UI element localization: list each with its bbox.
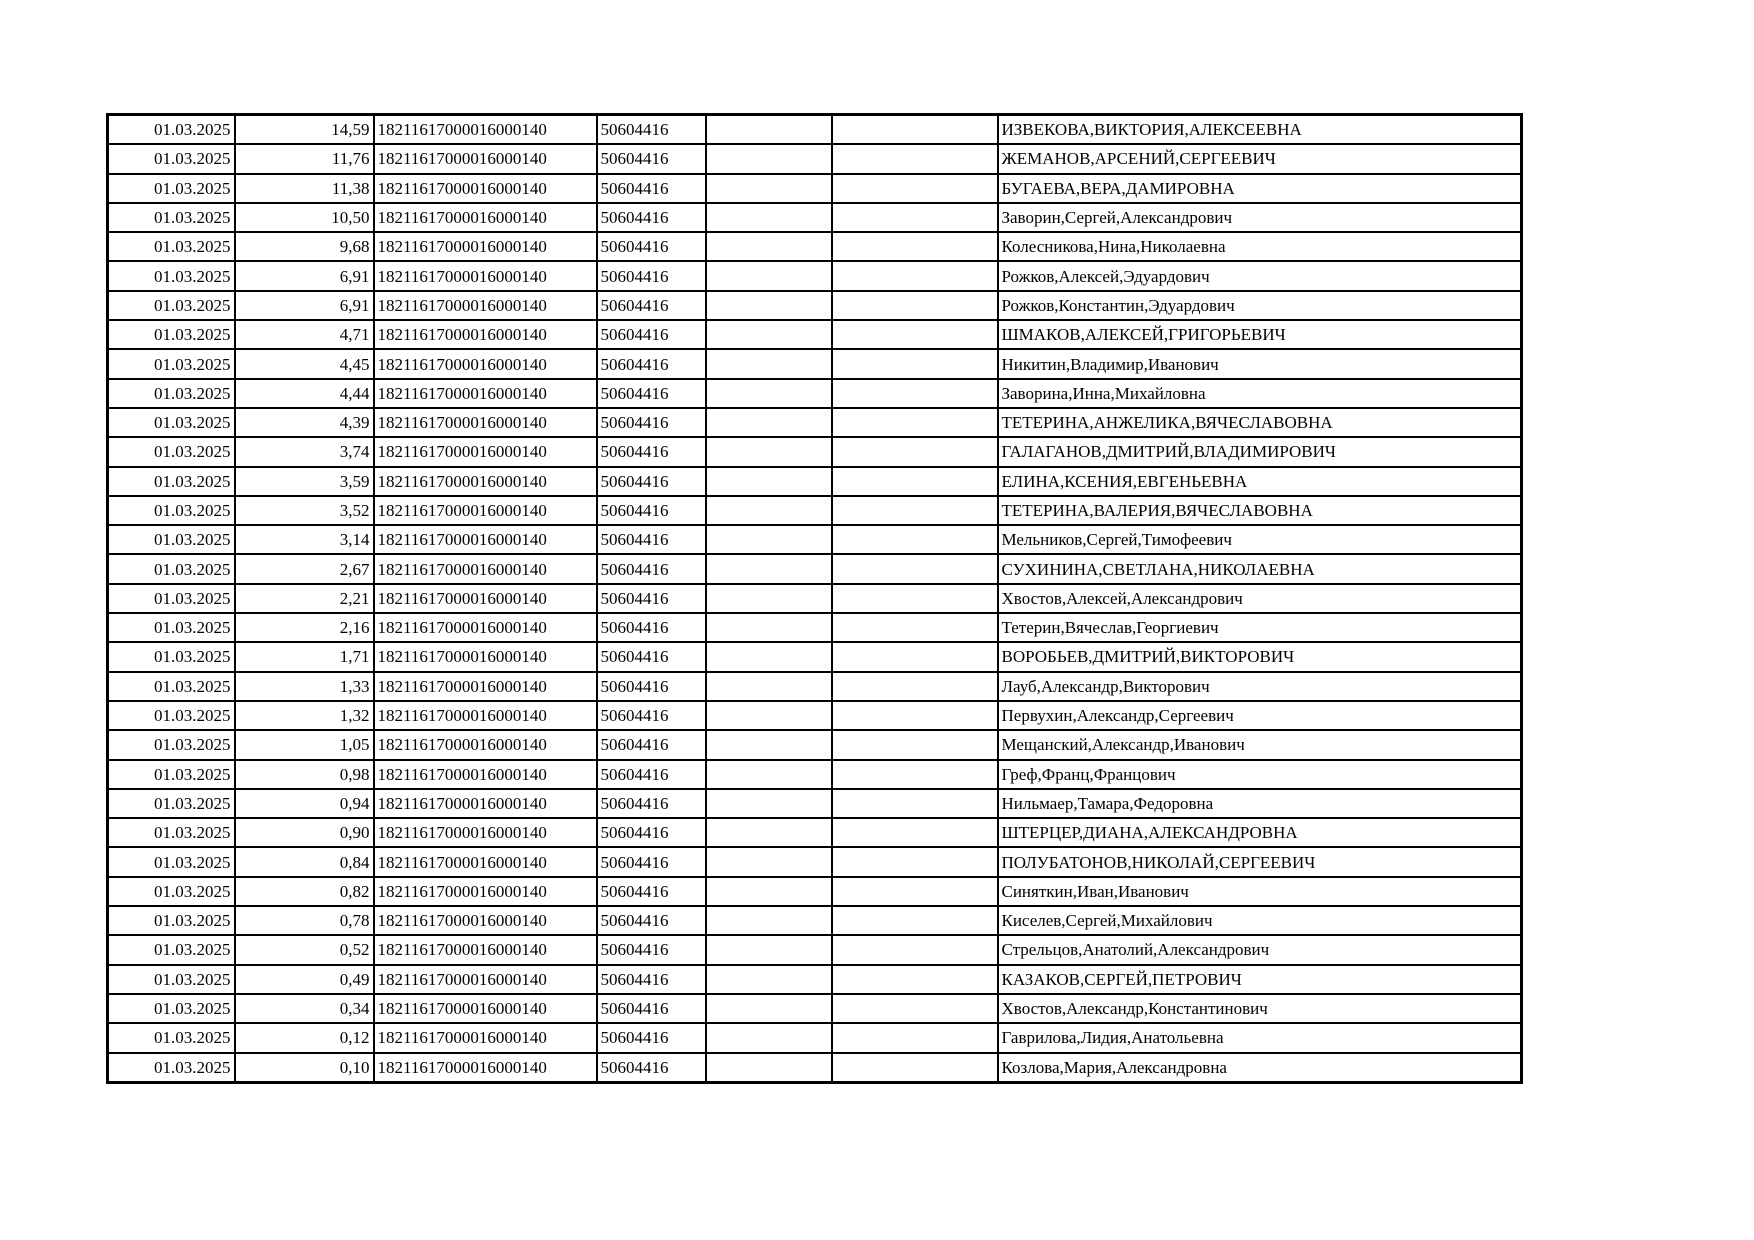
kbk-cell: 18211617000016000140 [374, 320, 597, 349]
payer-name-cell: Тетерин,Вячеслав,Георгиевич [998, 613, 1522, 642]
payer-name-cell: ПОЛУБАТОНОВ,НИКОЛАЙ,СЕРГЕЕВИЧ [998, 847, 1522, 876]
table-row [108, 935, 1522, 964]
empty-cell [706, 730, 832, 759]
empty-cell [706, 965, 832, 994]
kbk-cell: 18211617000016000140 [374, 965, 597, 994]
amount-cell: 3,59 [235, 467, 374, 496]
kbk-cell: 18211617000016000140 [374, 994, 597, 1023]
table-row [108, 730, 1522, 759]
oktmo-cell: 50604416 [597, 320, 706, 349]
empty-cell [832, 642, 998, 671]
date-cell: 01.03.2025 [108, 349, 235, 378]
payments-table [106, 113, 1523, 1084]
table-row [108, 467, 1522, 496]
amount-cell: 11,76 [235, 144, 374, 173]
amount-cell: 1,32 [235, 701, 374, 730]
kbk-cell: 18211617000016000140 [374, 760, 597, 789]
date-cell: 01.03.2025 [108, 847, 235, 876]
amount-cell: 3,14 [235, 525, 374, 554]
oktmo-cell: 50604416 [597, 642, 706, 671]
empty-cell [832, 496, 998, 525]
payer-name-cell: Хвостов,Александр,Константинович [998, 994, 1522, 1023]
table-row [108, 554, 1522, 583]
empty-cell [706, 115, 832, 145]
payer-name-cell: ШТЕРЦЕР,ДИАНА,АЛЕКСАНДРОВНА [998, 818, 1522, 847]
payer-name-cell: Греф,Франц,Францович [998, 760, 1522, 789]
date-cell: 01.03.2025 [108, 906, 235, 935]
table-row [108, 642, 1522, 671]
empty-cell [706, 760, 832, 789]
empty-cell [832, 467, 998, 496]
oktmo-cell: 50604416 [597, 965, 706, 994]
kbk-cell: 18211617000016000140 [374, 906, 597, 935]
empty-cell [706, 994, 832, 1023]
empty-cell [706, 847, 832, 876]
amount-cell: 1,71 [235, 642, 374, 671]
amount-cell: 9,68 [235, 232, 374, 261]
oktmo-cell: 50604416 [597, 935, 706, 964]
table-row [108, 965, 1522, 994]
empty-cell [832, 349, 998, 378]
oktmo-cell: 50604416 [597, 379, 706, 408]
amount-cell: 2,16 [235, 613, 374, 642]
empty-cell [706, 584, 832, 613]
date-cell: 01.03.2025 [108, 525, 235, 554]
empty-cell [706, 408, 832, 437]
empty-cell [832, 906, 998, 935]
empty-cell [832, 935, 998, 964]
empty-cell [832, 965, 998, 994]
kbk-cell: 18211617000016000140 [374, 291, 597, 320]
kbk-cell: 18211617000016000140 [374, 877, 597, 906]
amount-cell: 4,71 [235, 320, 374, 349]
date-cell: 01.03.2025 [108, 144, 235, 173]
table-row [108, 760, 1522, 789]
date-cell: 01.03.2025 [108, 291, 235, 320]
table-row [108, 408, 1522, 437]
amount-cell: 0,12 [235, 1023, 374, 1052]
payer-name-cell: Рожков,Алексей,Эдуардович [998, 261, 1522, 290]
date-cell: 01.03.2025 [108, 994, 235, 1023]
oktmo-cell: 50604416 [597, 203, 706, 232]
kbk-cell: 18211617000016000140 [374, 818, 597, 847]
empty-cell [706, 701, 832, 730]
empty-cell [706, 642, 832, 671]
empty-cell [832, 232, 998, 261]
kbk-cell: 18211617000016000140 [374, 496, 597, 525]
empty-cell [706, 496, 832, 525]
payer-name-cell: Колесникова,Нина,Николаевна [998, 232, 1522, 261]
empty-cell [832, 408, 998, 437]
table-row [108, 1053, 1522, 1083]
payer-name-cell: ВОРОБЬЕВ,ДМИТРИЙ,ВИКТОРОВИЧ [998, 642, 1522, 671]
oktmo-cell: 50604416 [597, 818, 706, 847]
empty-cell [832, 613, 998, 642]
empty-cell [706, 613, 832, 642]
kbk-cell: 18211617000016000140 [374, 437, 597, 466]
date-cell: 01.03.2025 [108, 320, 235, 349]
empty-cell [706, 261, 832, 290]
date-cell: 01.03.2025 [108, 642, 235, 671]
empty-cell [832, 672, 998, 701]
payer-name-cell: Рожков,Константин,Эдуардович [998, 291, 1522, 320]
payer-name-cell: Заворина,Инна,Михайловна [998, 379, 1522, 408]
date-cell: 01.03.2025 [108, 877, 235, 906]
date-cell: 01.03.2025 [108, 1053, 235, 1083]
kbk-cell: 18211617000016000140 [374, 554, 597, 583]
table-row [108, 584, 1522, 613]
oktmo-cell: 50604416 [597, 730, 706, 759]
payer-name-cell: Лауб,Александр,Викторович [998, 672, 1522, 701]
date-cell: 01.03.2025 [108, 613, 235, 642]
amount-cell: 4,39 [235, 408, 374, 437]
table-row [108, 701, 1522, 730]
table-row [108, 437, 1522, 466]
amount-cell: 0,10 [235, 1053, 374, 1083]
date-cell: 01.03.2025 [108, 672, 235, 701]
date-cell: 01.03.2025 [108, 701, 235, 730]
date-cell: 01.03.2025 [108, 174, 235, 203]
empty-cell [706, 906, 832, 935]
empty-cell [832, 730, 998, 759]
empty-cell [706, 291, 832, 320]
oktmo-cell: 50604416 [597, 554, 706, 583]
payer-name-cell: Мельников,Сергей,Тимофеевич [998, 525, 1522, 554]
amount-cell: 0,34 [235, 994, 374, 1023]
payer-name-cell: Синяткин,Иван,Иванович [998, 877, 1522, 906]
table-row [108, 877, 1522, 906]
date-cell: 01.03.2025 [108, 584, 235, 613]
amount-cell: 3,74 [235, 437, 374, 466]
empty-cell [832, 789, 998, 818]
amount-cell: 0,90 [235, 818, 374, 847]
empty-cell [706, 437, 832, 466]
amount-cell: 6,91 [235, 291, 374, 320]
kbk-cell: 18211617000016000140 [374, 1023, 597, 1052]
table-row [108, 1023, 1522, 1052]
kbk-cell: 18211617000016000140 [374, 672, 597, 701]
amount-cell: 1,05 [235, 730, 374, 759]
date-cell: 01.03.2025 [108, 554, 235, 583]
oktmo-cell: 50604416 [597, 1023, 706, 1052]
empty-cell [832, 847, 998, 876]
empty-cell [706, 379, 832, 408]
table-row [108, 291, 1522, 320]
empty-cell [706, 174, 832, 203]
empty-cell [706, 1053, 832, 1083]
kbk-cell: 18211617000016000140 [374, 144, 597, 173]
date-cell: 01.03.2025 [108, 232, 235, 261]
payer-name-cell: ИЗВЕКОВА,ВИКТОРИЯ,АЛЕКСЕЕВНА [998, 115, 1522, 145]
payer-name-cell: ГАЛАГАНОВ,ДМИТРИЙ,ВЛАДИМИРОВИЧ [998, 437, 1522, 466]
kbk-cell: 18211617000016000140 [374, 789, 597, 818]
empty-cell [706, 525, 832, 554]
oktmo-cell: 50604416 [597, 408, 706, 437]
oktmo-cell: 50604416 [597, 994, 706, 1023]
kbk-cell: 18211617000016000140 [374, 525, 597, 554]
kbk-cell: 18211617000016000140 [374, 408, 597, 437]
payer-name-cell: ШМАКОВ,АЛЕКСЕЙ,ГРИГОРЬЕВИЧ [998, 320, 1522, 349]
oktmo-cell: 50604416 [597, 467, 706, 496]
date-cell: 01.03.2025 [108, 203, 235, 232]
amount-cell: 0,49 [235, 965, 374, 994]
empty-cell [706, 467, 832, 496]
table-row [108, 115, 1522, 145]
amount-cell: 6,91 [235, 261, 374, 290]
payer-name-cell: Никитин,Владимир,Иванович [998, 349, 1522, 378]
empty-cell [706, 789, 832, 818]
date-cell: 01.03.2025 [108, 965, 235, 994]
table-row [108, 349, 1522, 378]
oktmo-cell: 50604416 [597, 496, 706, 525]
oktmo-cell: 50604416 [597, 613, 706, 642]
empty-cell [832, 994, 998, 1023]
payer-name-cell: КАЗАКОВ,СЕРГЕЙ,ПЕТРОВИЧ [998, 965, 1522, 994]
oktmo-cell: 50604416 [597, 760, 706, 789]
amount-cell: 11,38 [235, 174, 374, 203]
empty-cell [832, 818, 998, 847]
payer-name-cell: Стрельцов,Анатолий,Александрович [998, 935, 1522, 964]
table-row [108, 613, 1522, 642]
table-row [108, 906, 1522, 935]
oktmo-cell: 50604416 [597, 291, 706, 320]
kbk-cell: 18211617000016000140 [374, 174, 597, 203]
amount-cell: 4,45 [235, 349, 374, 378]
kbk-cell: 18211617000016000140 [374, 701, 597, 730]
oktmo-cell: 50604416 [597, 144, 706, 173]
table-row [108, 789, 1522, 818]
empty-cell [832, 525, 998, 554]
payer-name-cell: ТЕТЕРИНА,ВАЛЕРИЯ,ВЯЧЕСЛАВОВНА [998, 496, 1522, 525]
empty-cell [832, 320, 998, 349]
empty-cell [706, 232, 832, 261]
table-row [108, 261, 1522, 290]
kbk-cell: 18211617000016000140 [374, 261, 597, 290]
date-cell: 01.03.2025 [108, 789, 235, 818]
oktmo-cell: 50604416 [597, 847, 706, 876]
empty-cell [832, 437, 998, 466]
kbk-cell: 18211617000016000140 [374, 613, 597, 642]
amount-cell: 2,67 [235, 554, 374, 583]
empty-cell [706, 144, 832, 173]
payer-name-cell: БУГАЕВА,ВЕРА,ДАМИРОВНА [998, 174, 1522, 203]
empty-cell [706, 877, 832, 906]
empty-cell [832, 291, 998, 320]
empty-cell [832, 203, 998, 232]
empty-cell [832, 584, 998, 613]
kbk-cell: 18211617000016000140 [374, 1053, 597, 1083]
empty-cell [706, 349, 832, 378]
payer-name-cell: Киселев,Сергей,Михайлович [998, 906, 1522, 935]
oktmo-cell: 50604416 [597, 906, 706, 935]
empty-cell [706, 1023, 832, 1052]
empty-cell [832, 1023, 998, 1052]
date-cell: 01.03.2025 [108, 115, 235, 145]
empty-cell [706, 320, 832, 349]
table-row [108, 174, 1522, 203]
amount-cell: 10,50 [235, 203, 374, 232]
empty-cell [832, 1053, 998, 1083]
payer-name-cell: ЖЕМАНОВ,АРСЕНИЙ,СЕРГЕЕВИЧ [998, 144, 1522, 173]
table-row [108, 994, 1522, 1023]
empty-cell [832, 877, 998, 906]
empty-cell [832, 554, 998, 583]
oktmo-cell: 50604416 [597, 672, 706, 701]
oktmo-cell: 50604416 [597, 877, 706, 906]
kbk-cell: 18211617000016000140 [374, 349, 597, 378]
kbk-cell: 18211617000016000140 [374, 935, 597, 964]
table-row [108, 496, 1522, 525]
empty-cell [832, 379, 998, 408]
date-cell: 01.03.2025 [108, 261, 235, 290]
table-row [108, 203, 1522, 232]
empty-cell [706, 935, 832, 964]
amount-cell: 14,59 [235, 115, 374, 145]
payments-table-body [108, 115, 1522, 1083]
kbk-cell: 18211617000016000140 [374, 115, 597, 145]
date-cell: 01.03.2025 [108, 818, 235, 847]
empty-cell [832, 261, 998, 290]
amount-cell: 0,52 [235, 935, 374, 964]
payer-name-cell: Мещанский,Александр,Иванович [998, 730, 1522, 759]
oktmo-cell: 50604416 [597, 789, 706, 818]
empty-cell [832, 174, 998, 203]
amount-cell: 0,98 [235, 760, 374, 789]
amount-cell: 1,33 [235, 672, 374, 701]
table-row [108, 232, 1522, 261]
date-cell: 01.03.2025 [108, 496, 235, 525]
empty-cell [706, 672, 832, 701]
payer-name-cell: Козлова,Мария,Александровна [998, 1053, 1522, 1083]
table-row [108, 144, 1522, 173]
oktmo-cell: 50604416 [597, 584, 706, 613]
date-cell: 01.03.2025 [108, 379, 235, 408]
amount-cell: 0,82 [235, 877, 374, 906]
payer-name-cell: ЕЛИНА,КСЕНИЯ,ЕВГЕНЬЕВНА [998, 467, 1522, 496]
empty-cell [832, 115, 998, 145]
oktmo-cell: 50604416 [597, 437, 706, 466]
date-cell: 01.03.2025 [108, 408, 235, 437]
payer-name-cell: Гаврилова,Лидия,Анатольевна [998, 1023, 1522, 1052]
amount-cell: 0,94 [235, 789, 374, 818]
kbk-cell: 18211617000016000140 [374, 203, 597, 232]
table-row [108, 672, 1522, 701]
oktmo-cell: 50604416 [597, 115, 706, 145]
date-cell: 01.03.2025 [108, 1023, 235, 1052]
oktmo-cell: 50604416 [597, 232, 706, 261]
amount-cell: 4,44 [235, 379, 374, 408]
amount-cell: 3,52 [235, 496, 374, 525]
kbk-cell: 18211617000016000140 [374, 730, 597, 759]
empty-cell [832, 701, 998, 730]
date-cell: 01.03.2025 [108, 730, 235, 759]
oktmo-cell: 50604416 [597, 525, 706, 554]
date-cell: 01.03.2025 [108, 935, 235, 964]
kbk-cell: 18211617000016000140 [374, 584, 597, 613]
oktmo-cell: 50604416 [597, 1053, 706, 1083]
kbk-cell: 18211617000016000140 [374, 642, 597, 671]
kbk-cell: 18211617000016000140 [374, 847, 597, 876]
empty-cell [706, 818, 832, 847]
empty-cell [832, 144, 998, 173]
table-row [108, 320, 1522, 349]
payer-name-cell: Заворин,Сергей,Александрович [998, 203, 1522, 232]
payer-name-cell: Хвостов,Алексей,Александрович [998, 584, 1522, 613]
oktmo-cell: 50604416 [597, 349, 706, 378]
amount-cell: 0,84 [235, 847, 374, 876]
date-cell: 01.03.2025 [108, 437, 235, 466]
date-cell: 01.03.2025 [108, 467, 235, 496]
table-row [108, 847, 1522, 876]
payer-name-cell: Первухин,Александр,Сергеевич [998, 701, 1522, 730]
amount-cell: 0,78 [235, 906, 374, 935]
amount-cell: 2,21 [235, 584, 374, 613]
payer-name-cell: ТЕТЕРИНА,АНЖЕЛИКА,ВЯЧЕСЛАВОВНА [998, 408, 1522, 437]
oktmo-cell: 50604416 [597, 261, 706, 290]
oktmo-cell: 50604416 [597, 174, 706, 203]
table-row [108, 818, 1522, 847]
empty-cell [832, 760, 998, 789]
empty-cell [706, 554, 832, 583]
kbk-cell: 18211617000016000140 [374, 379, 597, 408]
payer-name-cell: СУХИНИНА,СВЕТЛАНА,НИКОЛАЕВНА [998, 554, 1522, 583]
table-row [108, 379, 1522, 408]
kbk-cell: 18211617000016000140 [374, 232, 597, 261]
empty-cell [706, 203, 832, 232]
kbk-cell: 18211617000016000140 [374, 467, 597, 496]
payer-name-cell: Нильмаер,Тамара,Федоровна [998, 789, 1522, 818]
oktmo-cell: 50604416 [597, 701, 706, 730]
table-row [108, 525, 1522, 554]
date-cell: 01.03.2025 [108, 760, 235, 789]
